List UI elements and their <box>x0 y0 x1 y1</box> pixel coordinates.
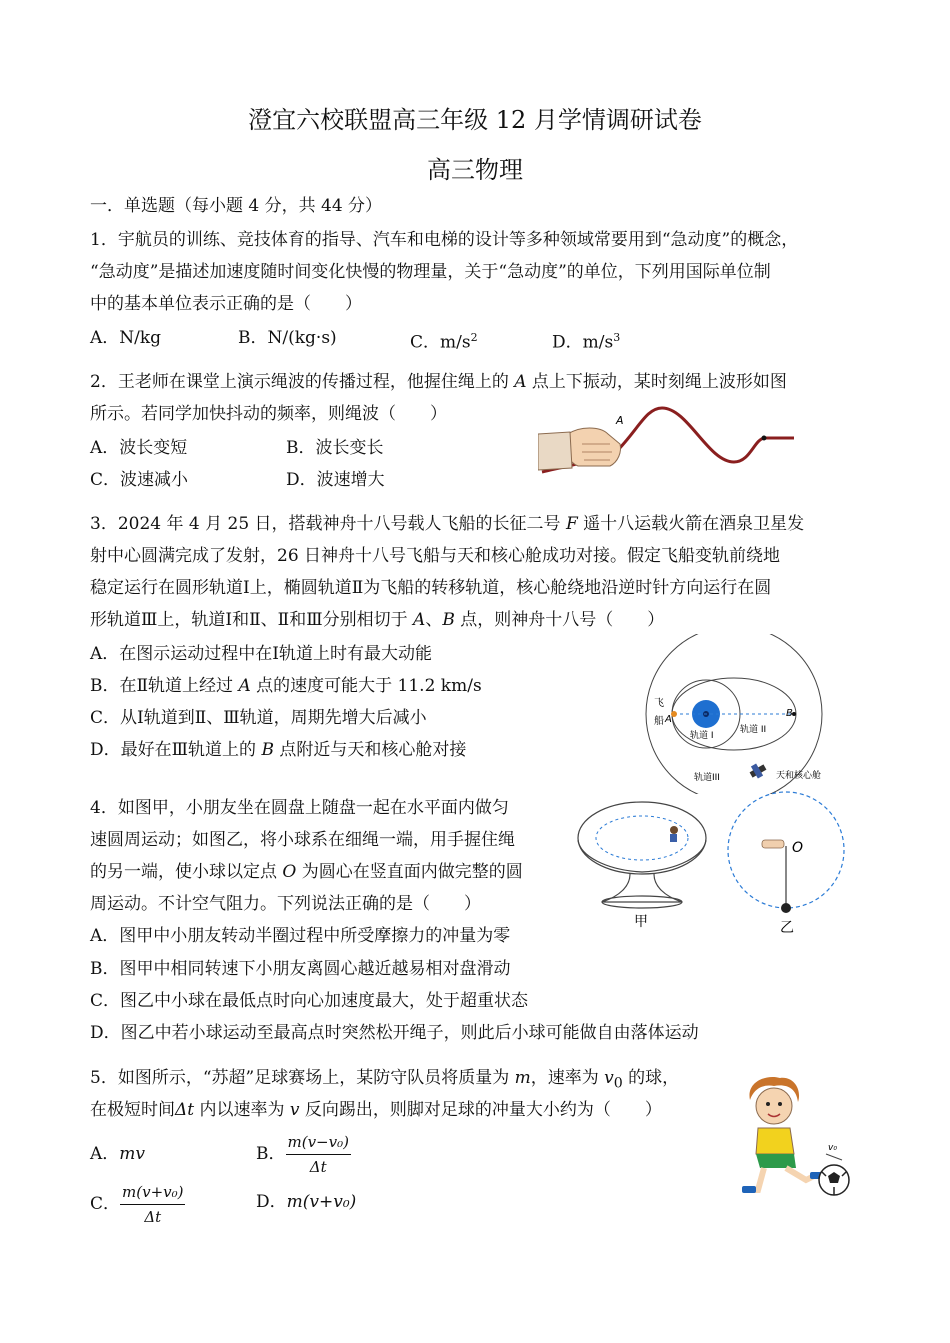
q4-line: 周运动。不计空气阻力。下列说法正确的是（ ） <box>90 894 481 914</box>
q3-line: 射中心圆满完成了发射，26 日神舟十八号飞船与天和核心舱成功对接。假定飞船变轨前绕地 <box>90 546 781 566</box>
q5-option-b-fraction <box>286 1130 351 1179</box>
q5-text: 在极短时间 <box>90 1100 175 1120</box>
orbit-1-label: 轨道 I <box>690 731 714 741</box>
q3-option-d <box>90 738 466 762</box>
q3-var-a: A <box>413 610 426 630</box>
ship-label: 船 <box>654 716 664 727</box>
q3-option-b <box>90 674 482 698</box>
q5-text: ，速率为 <box>530 1068 605 1088</box>
q5-text: 内以速率为 <box>194 1100 290 1120</box>
figure-yi-label: 乙 <box>780 920 794 936</box>
fraction-denominator: Δt <box>144 1208 162 1226</box>
q4-option-a: A．图甲中小朋友转动半圈过程中所受摩擦力的冲量为零 <box>90 926 511 946</box>
q5-option-a <box>90 1142 145 1166</box>
q5-option-a-letter: A． <box>90 1144 120 1164</box>
orbit-2-label: 轨道 II <box>740 725 767 735</box>
q1-option-d <box>552 326 620 355</box>
q3-line: 稳定运行在圆形轨道Ⅰ上，椭圆轨道Ⅱ为飞船的转移轨道，核心舱绕地沿逆时针方向运行在圆 <box>90 578 772 598</box>
ship-label: 飞 <box>654 698 664 709</box>
q3-line <box>90 512 804 536</box>
q5-var-v0: v <box>604 1068 614 1088</box>
spacecraft-point <box>671 711 677 717</box>
fraction-numerator: m(v−v₀) <box>286 1130 351 1155</box>
q1-line: 1．宇航员的训练、竞技体育的指导、汽车和电梯的设计等多种领域常要用到“急动度”的概念， <box>90 230 799 250</box>
q1-option-c-text: C．m/s <box>410 332 471 353</box>
q4-line: 速圆周运动；如图乙，将小球系在细绳一端，用手握住绳 <box>90 830 515 850</box>
q4-option-b: B．图甲中相同转速下小朋友离圆心越近越易相对盘滑动 <box>90 959 511 979</box>
q5-option-b <box>256 1130 351 1179</box>
soccer-player-figure <box>736 1072 856 1204</box>
player-icon <box>742 1077 824 1193</box>
q2-option-a: A．波长变短 <box>90 438 188 458</box>
q5-option-d-value: m(v+v₀) <box>286 1192 357 1212</box>
child-icon <box>670 826 678 842</box>
figure-jia-turntable <box>576 796 716 936</box>
space-station-icon <box>750 763 767 778</box>
q4-line <box>90 860 523 884</box>
q5-line <box>90 1066 679 1095</box>
q5-option-d-letter: D． <box>256 1192 287 1212</box>
q1-line: 中的基本单位表示正确的是（ ） <box>90 294 362 314</box>
q2-option-c: C．波速减小 <box>90 470 189 490</box>
q1-option-c <box>410 326 478 355</box>
q5-text: 反向踢出，则脚对足球的冲量大小约为（ ） <box>299 1100 662 1120</box>
q3-option-d-text: D．最好在Ⅲ轨道上的 <box>90 740 262 760</box>
q5-var-v0-sub: 0 <box>613 1075 623 1092</box>
q3-option-b-text: B．在Ⅱ轨道上经过 <box>90 676 239 696</box>
q1-option-d-text: D．m/s <box>552 332 614 353</box>
q1-option-b: B．N/(kg·s) <box>238 328 337 348</box>
q5-option-c-letter: C． <box>90 1194 121 1214</box>
q1-option-d-exp: 3 <box>613 331 621 344</box>
q5-var-v: v <box>289 1100 300 1120</box>
section-heading: 一．单选题（每小题 4 分，共 44 分） <box>90 196 383 216</box>
q1-option-a: A．N/kg <box>90 328 162 348</box>
exam-title: 澄宜六校联盟高三年级 12 月学情调研试卷 <box>248 106 702 134</box>
q3-var-f: F <box>565 514 578 534</box>
exam-subject: 高三物理 <box>427 156 523 184</box>
hand-icon <box>762 840 784 848</box>
q3-text: 点，则神舟十八号（ ） <box>454 610 665 630</box>
q1-option-c-exp: 2 <box>470 331 478 344</box>
ball <box>781 903 791 913</box>
q5-option-b-letter: B． <box>256 1144 286 1164</box>
q4-text: 为圆心在竖直面内做完整的圆 <box>296 862 523 882</box>
figure-yi-vertical-circle <box>726 790 850 938</box>
q2-text: 点上下振动，某时刻绳上波形如图 <box>526 372 787 392</box>
q5-text: 5．如图所示，“苏超”足球赛场上，某防守队员将质量为 <box>90 1068 515 1088</box>
q5-var-dt: Δt <box>175 1100 195 1120</box>
orbit-diagram <box>622 634 872 794</box>
q5-option-c <box>90 1180 185 1229</box>
q4-var-o: O <box>282 862 297 882</box>
q2-option-b: B．波长变长 <box>286 438 384 458</box>
rope-point-a-label: A <box>616 414 624 427</box>
q2-var-a: A <box>514 372 527 392</box>
q5-text: 的球， <box>622 1068 680 1088</box>
point-a-label: A <box>665 714 672 725</box>
q2-option-d: D．波速增大 <box>286 470 385 490</box>
q4-line: 4．如图甲，小朋友坐在圆盘上随盘一起在水平面内做匀 <box>90 798 509 818</box>
q3-var-b: B <box>442 610 455 630</box>
q2-text: 2．王老师在课堂上演示绳波的传播过程，他握住绳上的 <box>90 372 515 392</box>
q3-text: 3．2024 年 4 月 25 日，搭载神舟十八号载人飞船的长征二号 <box>90 514 566 534</box>
q1-line: “急动度”是描述加速度随时间变化快慢的物理量，关于“急动度”的单位，下列用国际单位制 <box>90 262 771 282</box>
q3-text: 遥十八运载火箭在酒泉卫星发 <box>577 514 805 534</box>
q3-option-d-text: 点附近与天和核心舱对接 <box>273 740 467 760</box>
q5-option-c-fraction <box>120 1180 185 1229</box>
rope-wave-figure <box>538 400 798 480</box>
q3-text: 、 <box>425 610 443 630</box>
q5-line <box>90 1098 662 1122</box>
soccer-ball-icon <box>819 1165 849 1195</box>
velocity-label: v₀ <box>828 1143 837 1153</box>
q4-option-c: C．图乙中小球在最低点时向心加速度最大，处于超重状态 <box>90 991 529 1011</box>
q3-line <box>90 608 664 632</box>
q4-option-d: D．图乙中若小球运动至最高点时突然松开绳子，则此后小球可能做自由落体运动 <box>90 1023 699 1043</box>
q5-option-a-value: mv <box>119 1144 146 1164</box>
q3-text: 形轨道Ⅲ上，轨道Ⅰ和Ⅱ、Ⅱ和Ⅲ分别相切于 <box>90 610 414 630</box>
q4-text: 的另一端，使小球以定点 <box>90 862 283 882</box>
q5-option-d <box>256 1190 356 1214</box>
q3-option-b-var: A <box>238 676 251 696</box>
q3-option-c: C．从Ⅰ轨道到Ⅱ、Ⅲ轨道，周期先增大后减小 <box>90 708 427 728</box>
q3-option-d-var: B <box>261 740 274 760</box>
q5-var-m: m <box>514 1068 531 1088</box>
q2-line <box>90 370 787 394</box>
q3-option-a: A．在图示运动过程中在Ⅰ轨道上时有最大动能 <box>90 644 432 664</box>
figure-jia-label: 甲 <box>634 914 648 930</box>
point-b-label: B <box>786 708 793 719</box>
q2-line: 所示。若同学加快抖动的频率，则绳波（ ） <box>90 404 447 424</box>
fraction-denominator: Δt <box>309 1158 327 1176</box>
fraction-numerator: m(v+v₀) <box>120 1180 185 1205</box>
orbit-3-label: 轨道III <box>694 773 720 783</box>
point-o-label: O <box>792 840 804 856</box>
station-label: 天和核心舱 <box>776 771 822 781</box>
q3-option-b-text: 点的速度可能大于 11.2 km/s <box>250 676 482 696</box>
